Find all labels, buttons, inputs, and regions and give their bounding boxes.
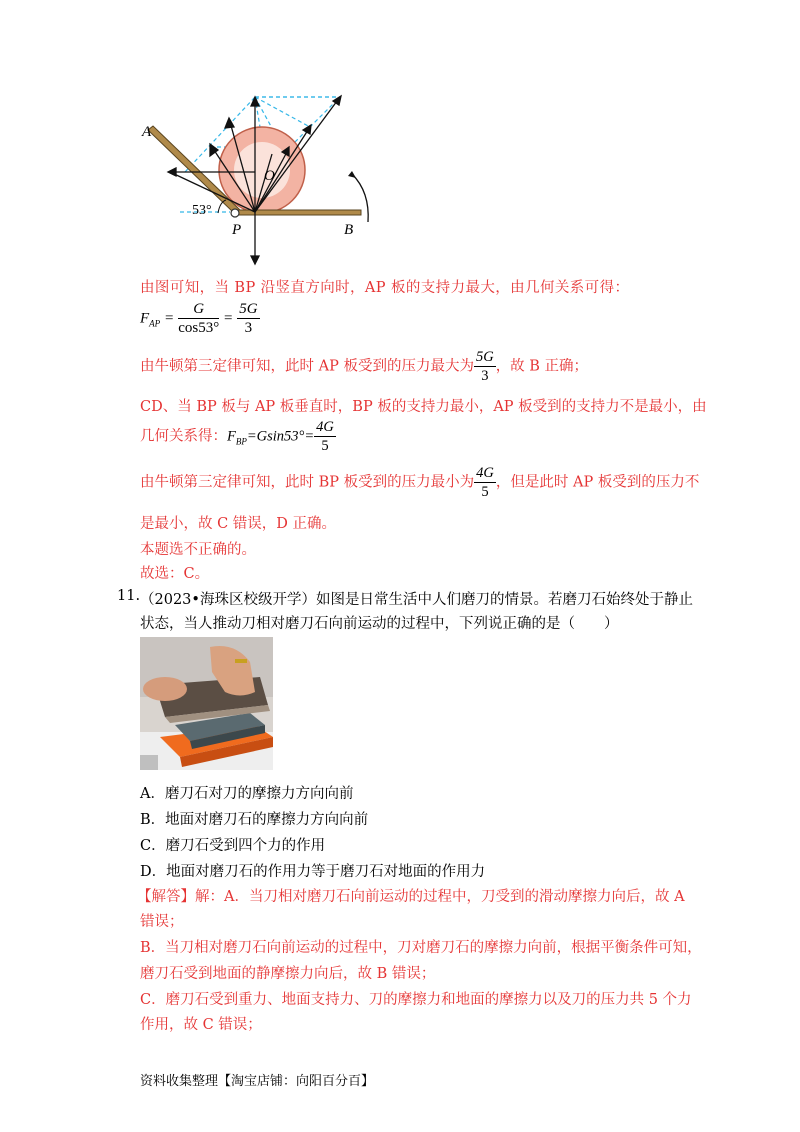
solution-line-5: 由牛顿第三定律可知，此时 BP 板受到的压力最小为 $\frac{4G}{5}$ ，但是此时 AP 板受到的压力不 <box>140 465 700 500</box>
solution-line-8: 故选：C。 <box>140 566 210 582</box>
option-a: A．磨刀石对刀的摩擦力方向向前 <box>140 786 354 802</box>
question-11-number: 11. <box>117 588 141 604</box>
f-ap-fraction-1: $\frac{G}{\cos 53^\circ}$ <box>178 301 220 336</box>
f-ap-subscript: AP <box>149 318 161 329</box>
formula-f-ap: $F_{AP}$ = $\frac{G}{\cos 53^\circ}$ = $\frac{5G}{3}$ <box>140 301 258 336</box>
f-ap-fraction-2: $\frac{5G}{3}$ <box>239 301 258 336</box>
label-p: P <box>232 222 242 238</box>
answer-c-line-2: 作用，故 C 错误； <box>140 1017 262 1033</box>
solution-line-7: 本题选不正确的。 <box>140 542 256 558</box>
label-o: O <box>264 168 275 184</box>
option-b: B．地面对磨刀石的摩擦力方向向前 <box>140 812 369 828</box>
label-b: B <box>344 222 354 238</box>
answer-tag: 【解答】 <box>137 889 195 905</box>
label-angle: 53° <box>192 203 212 218</box>
question-11-text-2: 状态，当人推动刀相对磨刀石向前运动的过程中，下列说正确的是（ ） <box>140 616 619 632</box>
solution-line-2: 由牛顿第三定律可知，此时 AP 板受到的压力最大为 $\frac{5G}{3}$ ，故 B 正确； <box>140 349 589 384</box>
line5-fraction: $\frac{4G}{5}$ <box>476 465 494 500</box>
knife-sharpening-photo <box>140 637 273 770</box>
option-c: C．磨刀石受到四个力的作用 <box>140 838 326 854</box>
answer-b-line-1: B．当刀相对磨刀石向前运动的过程中，刀对磨刀石的摩擦力向前，根据平衡条件可知， <box>140 940 702 956</box>
solution-line-6: 是最小，故 C 错误，D 正确。 <box>140 516 337 532</box>
line2-fraction: $\frac{5G}{3}$ <box>475 349 494 384</box>
question-11-text-1: （2023•海珠区校级开学）如图是日常生活中人们磨刀的情景。若磨刀石始终处于静止 <box>140 592 693 608</box>
solution-line-4: 几何关系得：$F_{BP}=Gsin53^\circ=$ $\frac{4G}{5}$ <box>140 419 334 454</box>
answer-b-line-2: 磨刀石受到地面的静摩擦力向后，故 B 错误； <box>140 966 436 982</box>
f-ap-symbol: F <box>140 310 150 327</box>
answer-c-line-1: C．磨刀石受到重力、地面支持力、刀的摩擦力和地面的摩擦力以及刀的压力共 5 个力 <box>140 992 692 1008</box>
solution-line-1: 由图可知，当 BP 沿竖直方向时，AP 板的支持力最大，由几何关系可得： <box>140 280 630 296</box>
force-diagram <box>140 92 380 267</box>
label-a: A <box>142 124 152 140</box>
answer-a-line-1: 【解答】解：A．当刀相对磨刀石向前运动的过程中，刀受到的滑动摩擦力向后，故 A <box>137 889 685 905</box>
page-footer: 资料收集整理【淘宝店铺：向阳百分百】 <box>140 1074 375 1089</box>
option-d: D．地面对磨刀石的作用力等于磨刀石对地面的作用力 <box>140 864 486 880</box>
answer-a-line-2: 错误； <box>140 914 184 930</box>
solution-line-3: CD、当 BP 板与 AP 板垂直时，BP 板的支持力最小，AP 板受到的支持力不是最小，由 <box>140 399 707 415</box>
f-bp-fraction: $\frac{4G}{5}$ <box>316 419 334 454</box>
